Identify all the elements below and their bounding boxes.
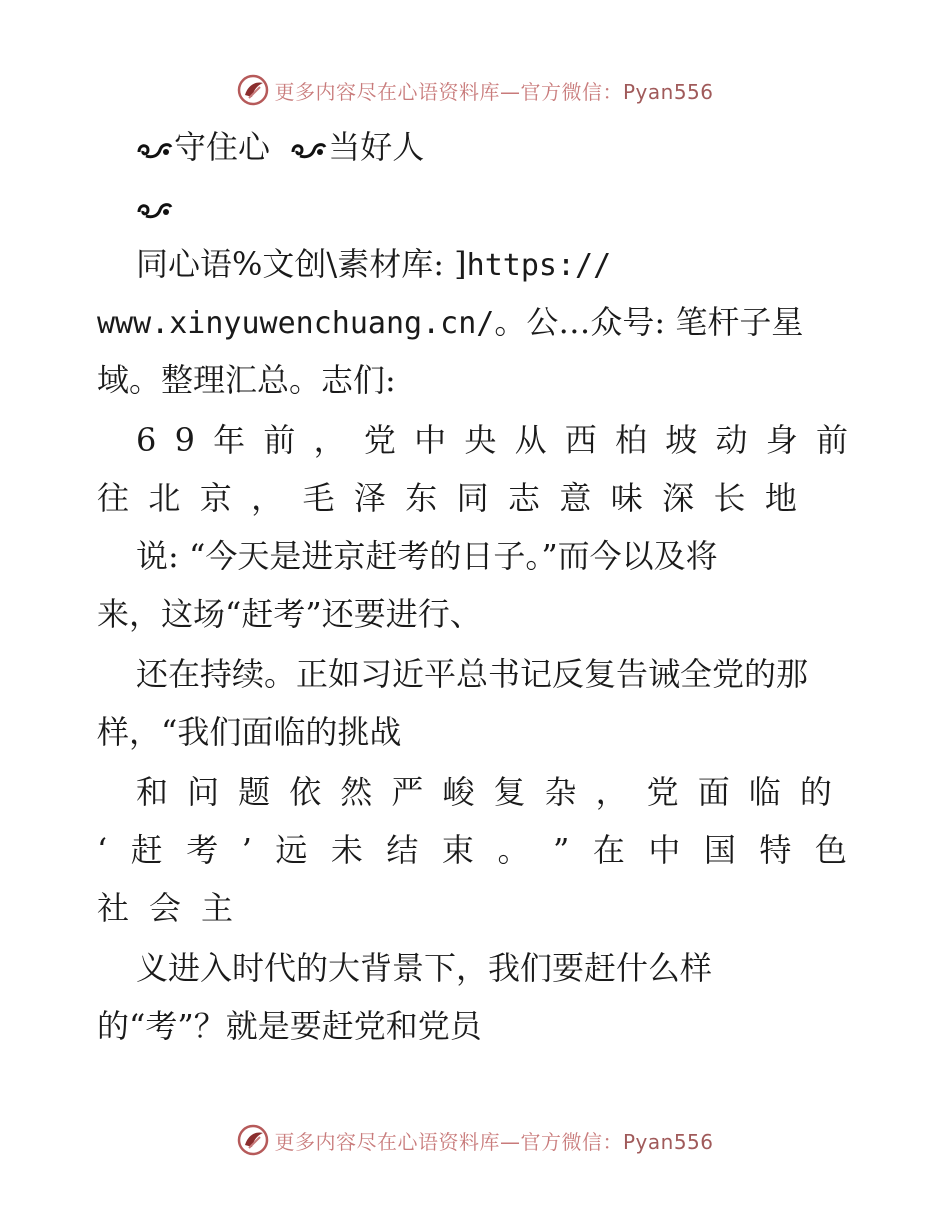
body-char: 往 xyxy=(97,479,130,517)
body-char: 的 xyxy=(799,773,832,811)
body-line-4 xyxy=(136,420,848,460)
body-char: 泽 xyxy=(353,479,386,517)
body-char: 特 xyxy=(759,831,792,869)
body-line-7 xyxy=(97,594,482,634)
banner-text: 更多内容尽在心语资料库—官方微信：Pyan556 xyxy=(274,79,714,104)
body-char: ， xyxy=(251,479,284,517)
body-char: ， xyxy=(595,773,628,811)
wechat-id: Pyan556 xyxy=(622,79,714,104)
body-char: 杂 xyxy=(544,773,577,811)
body-char: 深 xyxy=(662,479,695,517)
banner-text: 更多内容尽在心语资料库—官方微信：Pyan556 xyxy=(274,1129,714,1154)
footer-banner xyxy=(0,1120,950,1160)
body-char: 在 xyxy=(592,831,625,869)
body-char: ’ xyxy=(241,831,252,869)
body-char: 年 xyxy=(213,421,246,459)
body-char: 复 xyxy=(493,773,526,811)
body-char: 结 xyxy=(386,831,419,869)
body-char: 主 xyxy=(200,889,233,927)
body-char: 束 xyxy=(441,831,474,869)
body-char: 问 xyxy=(187,773,220,811)
body-char: 中 xyxy=(414,421,447,459)
body-char: 京 xyxy=(199,479,232,517)
body-char: 东 xyxy=(405,479,438,517)
heading-item-1: 守住心 xyxy=(174,128,271,166)
body-text: 样，“我们面临的挑战 xyxy=(97,713,402,751)
body-char: 临 xyxy=(748,773,781,811)
body-char: 然 xyxy=(340,773,373,811)
vine-ornament-icon xyxy=(136,138,174,162)
body-char: 长 xyxy=(713,479,746,517)
body-char: 。 xyxy=(497,831,530,869)
body-line-1 xyxy=(136,244,611,286)
body-text: 说: “今天是进京赶考的日子。”而今以及将 xyxy=(136,537,718,575)
body-char: 柏 xyxy=(615,421,648,459)
body-line-13 xyxy=(136,948,712,988)
wechat-id: Pyan556 xyxy=(622,1129,714,1154)
body-line-6 xyxy=(136,536,718,576)
body-char: 味 xyxy=(610,479,643,517)
body-char: 赶 xyxy=(130,831,163,869)
body-char: 峻 xyxy=(442,773,475,811)
body-line-9 xyxy=(97,712,401,752)
body-char: 意 xyxy=(559,479,592,517)
body-char: 会 xyxy=(148,889,181,927)
header-banner xyxy=(0,70,950,110)
body-text: 域。整理汇总。志们: xyxy=(97,361,396,399)
vine-ornament-icon xyxy=(136,198,174,222)
source-url-part2: www.xinyuwenchuang.cn/ xyxy=(97,306,495,341)
body-char: 毛 xyxy=(302,479,335,517)
body-line-5 xyxy=(97,478,797,518)
body-char: 身 xyxy=(765,421,798,459)
body-char: 严 xyxy=(391,773,424,811)
body-char: 党 xyxy=(646,773,679,811)
body-line-2 xyxy=(97,302,803,344)
body-char: 考 xyxy=(186,831,219,869)
source-note: 。公…众号: 笔杆子星 xyxy=(494,303,804,341)
heading-line xyxy=(136,127,424,167)
body-char: 国 xyxy=(703,831,736,869)
body-char: 前 xyxy=(815,421,848,459)
source-url-part1: https:// xyxy=(466,248,612,283)
body-char: 社 xyxy=(97,889,130,927)
body-text: 来，这场“赶考”还要进行、 xyxy=(97,595,482,633)
body-char: 色 xyxy=(814,831,847,869)
body-line-14 xyxy=(97,1006,482,1046)
body-char: 坡 xyxy=(665,421,698,459)
heading-item-2: 当好人 xyxy=(328,128,425,166)
body-char: 前 xyxy=(263,421,296,459)
body-line-10 xyxy=(136,772,832,812)
xinyu-logo-icon xyxy=(236,1123,270,1157)
body-char: 动 xyxy=(715,421,748,459)
body-char: ， xyxy=(313,421,346,459)
body-char: 面 xyxy=(697,773,730,811)
source-label: 同心语%文创\素材库: ] xyxy=(136,245,467,283)
body-line-12 xyxy=(97,888,233,928)
body-char: 题 xyxy=(238,773,271,811)
body-line-11 xyxy=(97,830,847,870)
body-line-8 xyxy=(136,654,808,694)
body-text: 还在持续。正如习近平总书记反复告诫全党的那 xyxy=(136,655,809,693)
body-char: 9 xyxy=(174,421,195,459)
body-line-3 xyxy=(97,360,396,400)
body-char: 6 xyxy=(136,421,157,459)
body-char: ‘ xyxy=(97,831,108,869)
body-text: 的“考”？就是要赶党和党员 xyxy=(97,1007,482,1045)
body-char: 党 xyxy=(363,421,396,459)
body-char: 依 xyxy=(289,773,322,811)
xinyu-logo-icon xyxy=(236,73,270,107)
body-char: 北 xyxy=(148,479,181,517)
body-char: 志 xyxy=(508,479,541,517)
ornament-line xyxy=(136,187,174,227)
body-char: 同 xyxy=(456,479,489,517)
body-char: 未 xyxy=(330,831,363,869)
body-text: 义进入时代的大背景下，我们要赶什么样 xyxy=(136,949,713,987)
body-char: 央 xyxy=(464,421,497,459)
body-char: 西 xyxy=(564,421,597,459)
body-char: ” xyxy=(552,831,570,869)
body-char: 远 xyxy=(275,831,308,869)
body-char: 从 xyxy=(514,421,547,459)
body-char: 中 xyxy=(648,831,681,869)
body-char: 地 xyxy=(764,479,797,517)
body-char: 和 xyxy=(136,773,169,811)
vine-ornament-icon xyxy=(290,138,328,162)
